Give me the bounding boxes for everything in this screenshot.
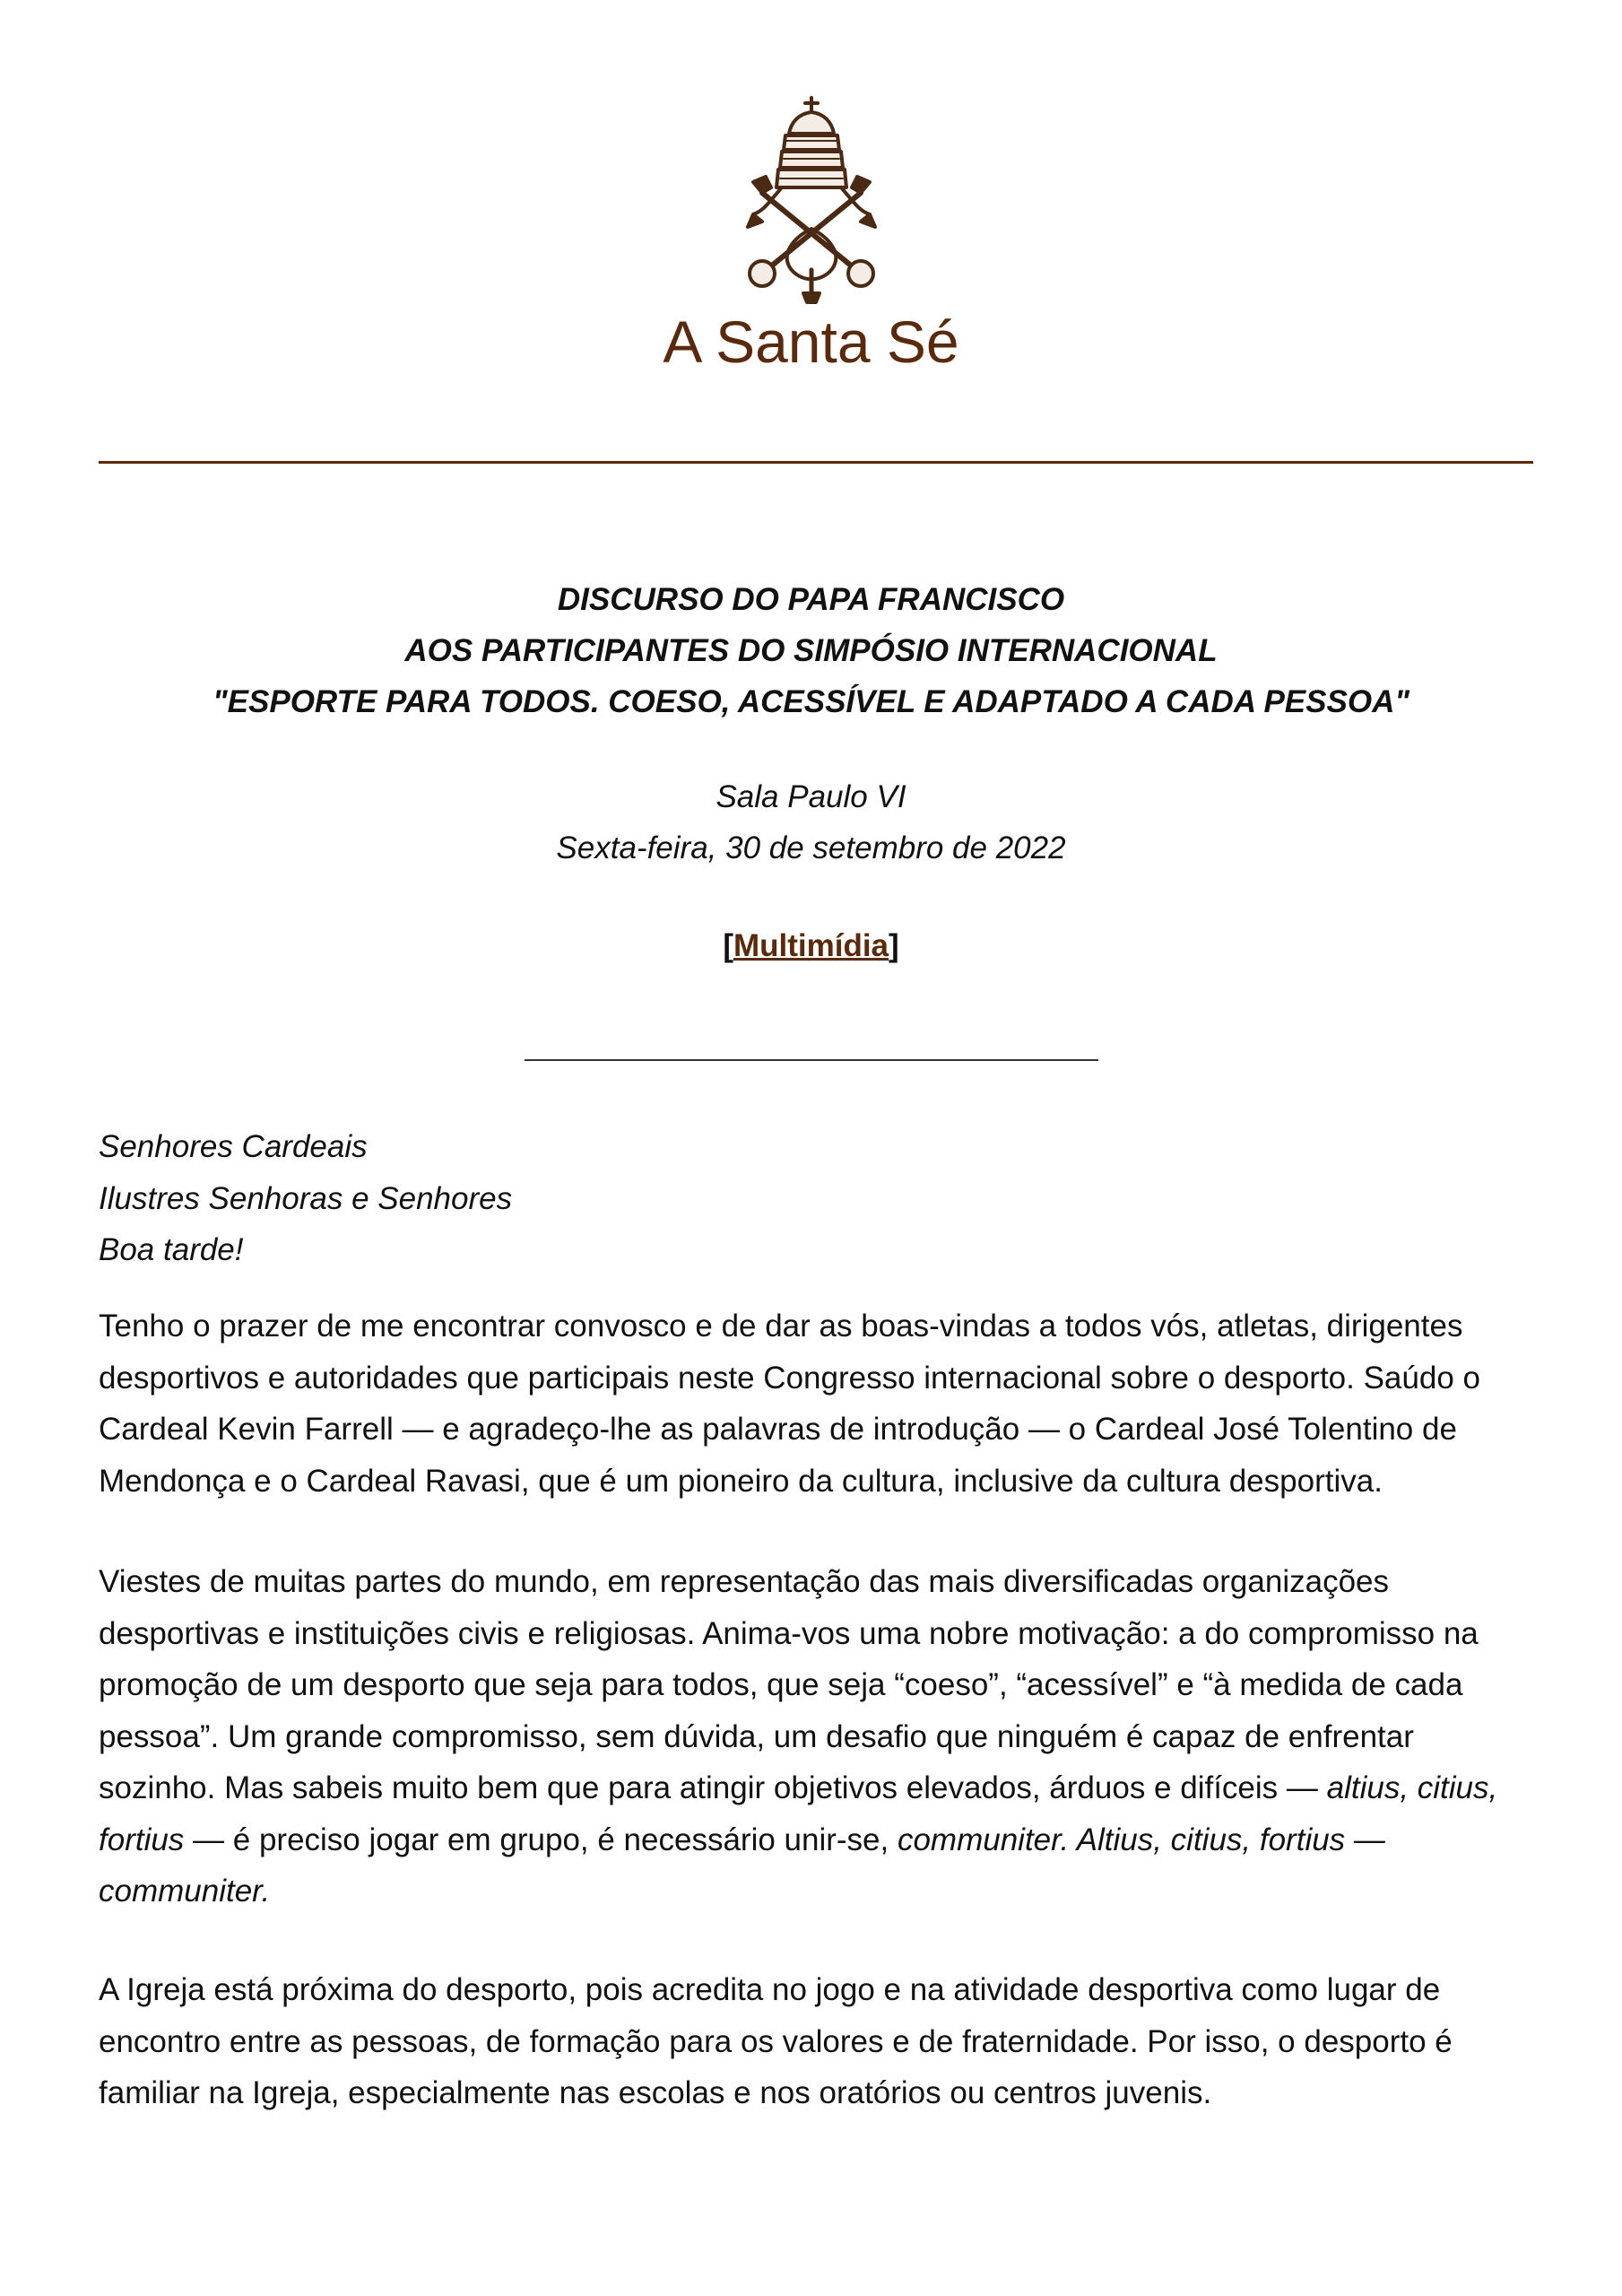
paragraph-2-text — [99, 1556, 1533, 1918]
heading-line-1: DISCURSO DO PAPA FRANCISCO — [557, 582, 1065, 617]
venue-date: Sexta-feira, 30 de setembro de 2022 — [556, 831, 1066, 865]
site-title: A Santa Sé — [663, 309, 959, 375]
greeting-line-2: Ilustres Senhoras e Senhores — [99, 1180, 513, 1216]
close-bracket: ] — [889, 928, 899, 963]
open-bracket: [ — [723, 928, 733, 963]
venue-block — [0, 771, 1622, 874]
multimedia-link[interactable]: Multimídia — [733, 928, 889, 963]
paragraph-3-text: A Igreja está próxima do desporto, pois acredita no jogo e na atividade desportiva como lugar de encontro entre as pessoas, de formação para os valores e de fraternidade. Por isso, o desporto é familiar na Igreja, especialmente nas escolas e nos oratórios ou centros juvenis. — [99, 1972, 1453, 2110]
section-divider — [525, 1059, 1098, 1061]
paragraph-3 — [99, 1964, 1533, 2119]
paragraph-2-latin-1: altius, citius, fortius — [99, 1770, 1498, 1857]
paragraph-1-text: Tenho o prazer de me encontrar convosco e de dar as boas-vindas a todos vós, atletas, dirigentes desportivos e autoridades que participais neste Congresso internacional sobre o desporto. Saúdo o Cardeal Kevin Farrell — e agradeço-lhe as palavras de introdução — o Cardeal José Tolentino de Mendonça e o Cardeal Ravasi, que é um pioneiro da cultura, inclusive da cultura desportiva. — [99, 1309, 1480, 1499]
paragraph-2 — [99, 1556, 1533, 1918]
greeting-line-3: Boa tarde! — [99, 1232, 244, 1267]
greeting-line-1: Senhores Cardeais — [99, 1129, 368, 1164]
speech-heading — [0, 574, 1622, 727]
venue-place: Sala Paulo VI — [716, 779, 906, 814]
papal-coat-of-arms-icon — [726, 94, 897, 305]
heading-line-3: "ESPORTE PARA TODOS. COESO, ACESSÍVEL E ADAPTADO A CADA PESSOA" — [213, 684, 1409, 719]
paragraph-2-latin-2: communiter. Altius, citius, fortius — communiter. — [99, 1822, 1385, 1909]
header-divider — [99, 461, 1533, 464]
paragraph-2-part-1: Viestes de muitas partes do mundo, em representação das mais diversificadas organizações desportivas e instituições civis e religiosas. Anima-vos uma nobre motivação: a do compromisso na promoção de um desporto que seja para todos, que seja “coeso”, “acessível” e “à medida de cada pessoa”. Um grande compromisso, sem dúvida, um desafio que ninguém é capaz de enfrentar sozinho. Mas sabeis muito bem que para atingir objetivos elevados, árduos e difíceis — — [99, 1564, 1479, 1805]
paragraph-1 — [99, 1300, 1533, 1507]
heading-line-2: AOS PARTICIPANTES DO SIMPÓSIO INTERNACIONAL — [404, 633, 1218, 668]
greetings-block — [99, 1121, 1533, 1276]
paragraph-2-part-2: — é preciso jogar em grupo, é necessário unir-se, — [184, 1822, 898, 1857]
multimedia-link-block — [0, 920, 1622, 971]
